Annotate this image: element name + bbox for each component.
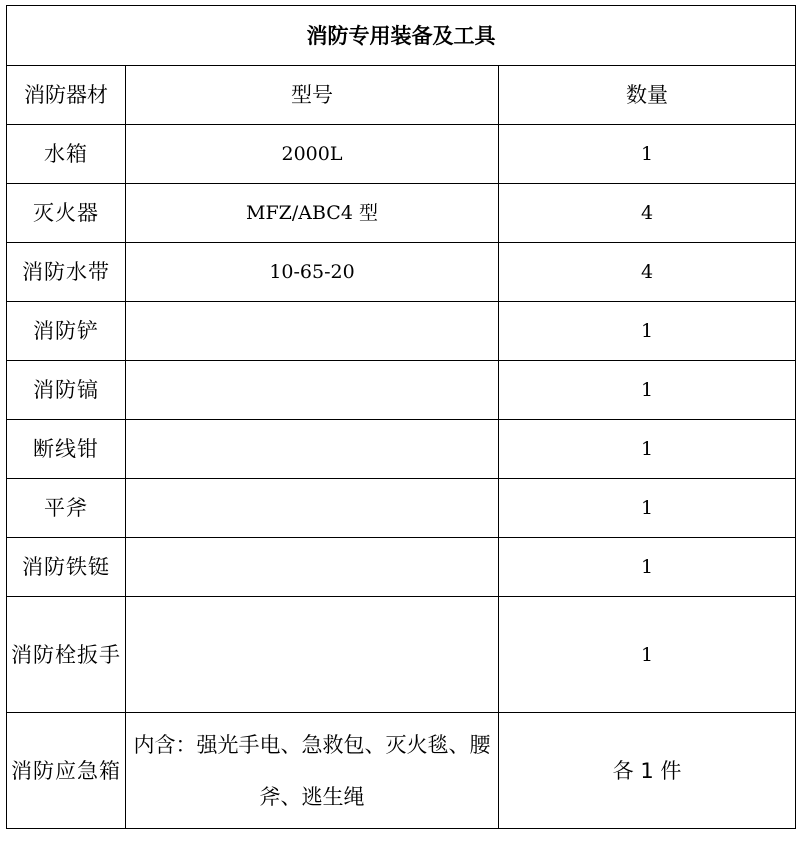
equipment-name: 消防铲	[7, 302, 126, 361]
equipment-model	[126, 538, 499, 597]
header-equipment: 消防器材	[7, 66, 126, 125]
header-quantity: 数量	[499, 66, 796, 125]
equipment-model: 10-65-20	[126, 243, 499, 302]
equipment-quantity: 1	[499, 597, 796, 713]
equipment-quantity: 1	[499, 479, 796, 538]
equipment-name: 消防应急箱	[7, 713, 126, 829]
equipment-name: 灭火器	[7, 184, 126, 243]
table-title: 消防专用装备及工具	[7, 6, 796, 66]
equipment-name: 水箱	[7, 125, 126, 184]
equipment-name: 消防栓扳手	[7, 597, 126, 713]
equipment-name: 平斧	[7, 479, 126, 538]
equipment-quantity: 1	[499, 538, 796, 597]
equipment-model: 内含：强光手电、急救包、灭火毯、腰斧、逃生绳	[126, 713, 499, 829]
header-model: 型号	[126, 66, 499, 125]
table-row	[7, 713, 796, 829]
equipment-quantity: 1	[499, 420, 796, 479]
table-row	[7, 243, 796, 302]
table-row	[7, 302, 796, 361]
equipment-table	[6, 5, 796, 829]
equipment-quantity: 1	[499, 361, 796, 420]
equipment-model	[126, 361, 499, 420]
equipment-quantity: 1	[499, 302, 796, 361]
equipment-name: 消防铁铤	[7, 538, 126, 597]
table-row	[7, 420, 796, 479]
table-row	[7, 184, 796, 243]
equipment-model	[126, 597, 499, 713]
equipment-model	[126, 420, 499, 479]
equipment-model: MFZ/ABC4 型	[126, 184, 499, 243]
table-row	[7, 538, 796, 597]
equipment-quantity: 1	[499, 125, 796, 184]
table-row	[7, 361, 796, 420]
table-row	[7, 597, 796, 713]
equipment-model	[126, 479, 499, 538]
equipment-name: 消防水带	[7, 243, 126, 302]
table-row	[7, 125, 796, 184]
equipment-quantity: 各 1 件	[499, 713, 796, 829]
table-row	[7, 479, 796, 538]
equipment-model	[126, 302, 499, 361]
equipment-name: 消防镐	[7, 361, 126, 420]
equipment-quantity: 4	[499, 243, 796, 302]
equipment-model: 2000L	[126, 125, 499, 184]
equipment-quantity: 4	[499, 184, 796, 243]
equipment-name: 断线钳	[7, 420, 126, 479]
header-row	[7, 66, 796, 125]
